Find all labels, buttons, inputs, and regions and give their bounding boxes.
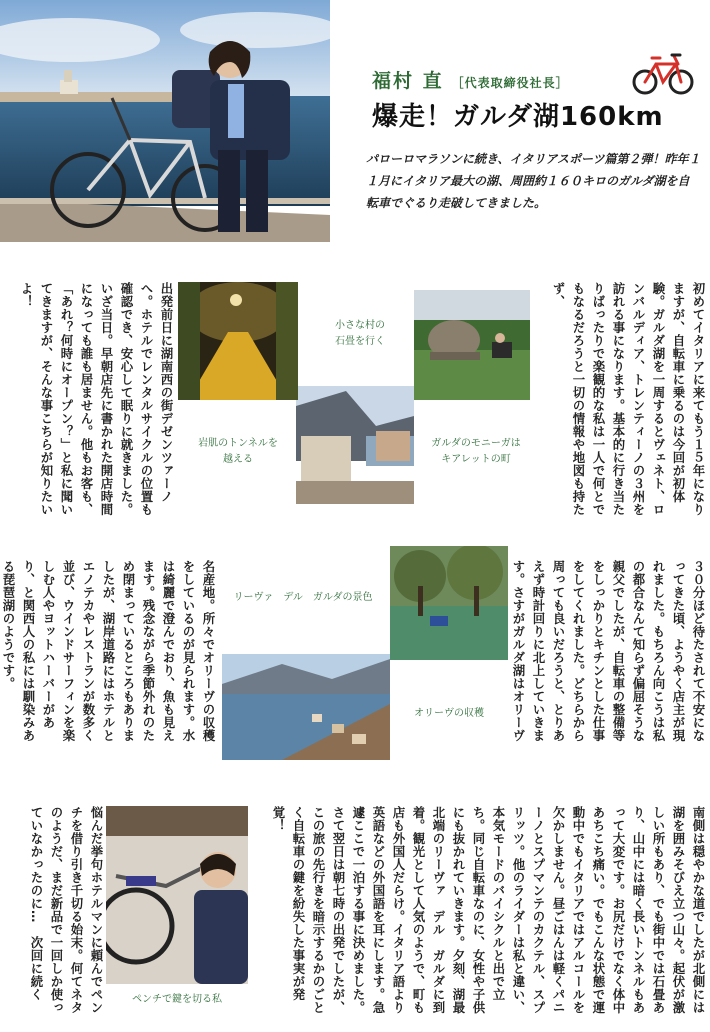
bicycle-icon — [632, 50, 694, 96]
caption-riva: リーヴァ デル ガルダの景色 — [233, 592, 373, 603]
photo-riva-del-garda — [222, 654, 390, 760]
body-column-3: ３０分ほど待たされて不安になってきた頃、ようやく店主が現れました。もちろん向こうは私の都合なんて知らず偏屈そうな親父でしたが、自転車の整備等をしっかりとキチンとした仕事をしてくれました。どちらから周っても良いだろうと、とりあえず時計回りに北上していきます。さすがガルダ湖はオリーヴ — [511, 560, 706, 742]
caption-pliers: ペンチで鍵を切る私 — [132, 994, 222, 1005]
headline: 爆走！ガルダ湖160km — [372, 102, 664, 132]
photo-pliers-lock — [106, 806, 248, 984]
caption-limone: ガルダのモニーガは キアレットの町 — [431, 438, 521, 465]
header-photo-lake-bicycle — [0, 0, 330, 242]
body-column-1: 初めてイタリアに来てもう１５年になりますが、自転車に乗るのは今回が初体験。ガルダ湖を一周するとヴェネト、ロンバルディア、トレンティーノの３州を訪れる事になります。基本的に行き当たりばったりで楽観的な私は一人で何とでもなるだろうと一切の情報や地図も持たず、 — [551, 282, 706, 516]
body-column-2: 出発前日に湖南西の街デゼンツァーノへ。ホテルでレンタルサイクルの位置も確認でき、安心して眠りに就きました。いざ当日。早朝店先に書かれた開店時間になっても誰も居ません。他もお客も、「あれ？何時にオープン？」と私に聞いてきますが、そんな事こちらが知りたいよ！ — [19, 282, 174, 516]
caption-olive: オリーヴの収穫 — [414, 708, 484, 719]
body-column-5: 南側は穏やかな道でしたが北側には湖を囲みそびえ立つ山々。起伏が激しい所もあり、でも街中では石畳あり、山中には暗く長いトンネルもあって大変です。お尻だけでなく体中あちこち痛い。でもこんな状態で運動中でもイタリアではアルコールを欠かしません。昼ごはんは軽くパニーノとスプマンテのカクテル、スプリッツ。他のライダーは私と違い、本気モードのバイシクルと出で立ち。同じ自転車なのに、女性や子供にも抜かれていきます。夕刻、湖最北端のリーヴァ デル ガルダに到着。観光として人気のようで、町も店も外国人だらけ。イタリア語より英語などの外国語を耳にします。急遽ここで一泊する事に決めました。さて翌日は朝七時の出発でしたが、この旅の先行きを暗示するかのごとく自転車の鍵を紛失した事実が発覚！ — [271, 806, 706, 1014]
caption-village-stone: 小さな村の 石畳を行く — [335, 320, 385, 347]
body-column-6: 悩んだ挙句ホテルマンに頼んでペンチを借り引き千切る始末。何てネタのようだ、まだ新品で一回しか使っていなかったのに… 次回に続く — [29, 806, 104, 1014]
author-role: ［代表取締役社長］ — [451, 76, 569, 90]
photo-limone-town — [296, 386, 414, 504]
photo-olive-harvest — [390, 546, 508, 660]
lead-paragraph: パローロマラソンに続き、イタリアスポーツ篇第２弾！昨年１１月にイタリア最大の湖、周囲約１６０キロのガルダ湖を自転車でぐるり走破してきました。 — [366, 152, 701, 210]
author-name: 福村 直 — [372, 70, 444, 92]
author-name-line — [372, 66, 569, 93]
photo-tunnel — [178, 282, 298, 400]
body-column-4: 名産地。所々でオリーヴの収穫をしているのが見られます。水は綺麗で澄んでおり、魚も見えます。残念ながら季節外れのため閉まっているところもありましたが、湖岸道路にはホテルとエノテカやレストランが数多く並び、ウインドサーフィンを楽しむ人やヨットハーバーがあり、と関西人の私には馴染みある琵琶湖のようです。 — [1, 560, 216, 742]
photo-village-stone-bench — [414, 290, 530, 400]
caption-tunnel: 岩肌のトンネルを 越える — [198, 438, 278, 465]
